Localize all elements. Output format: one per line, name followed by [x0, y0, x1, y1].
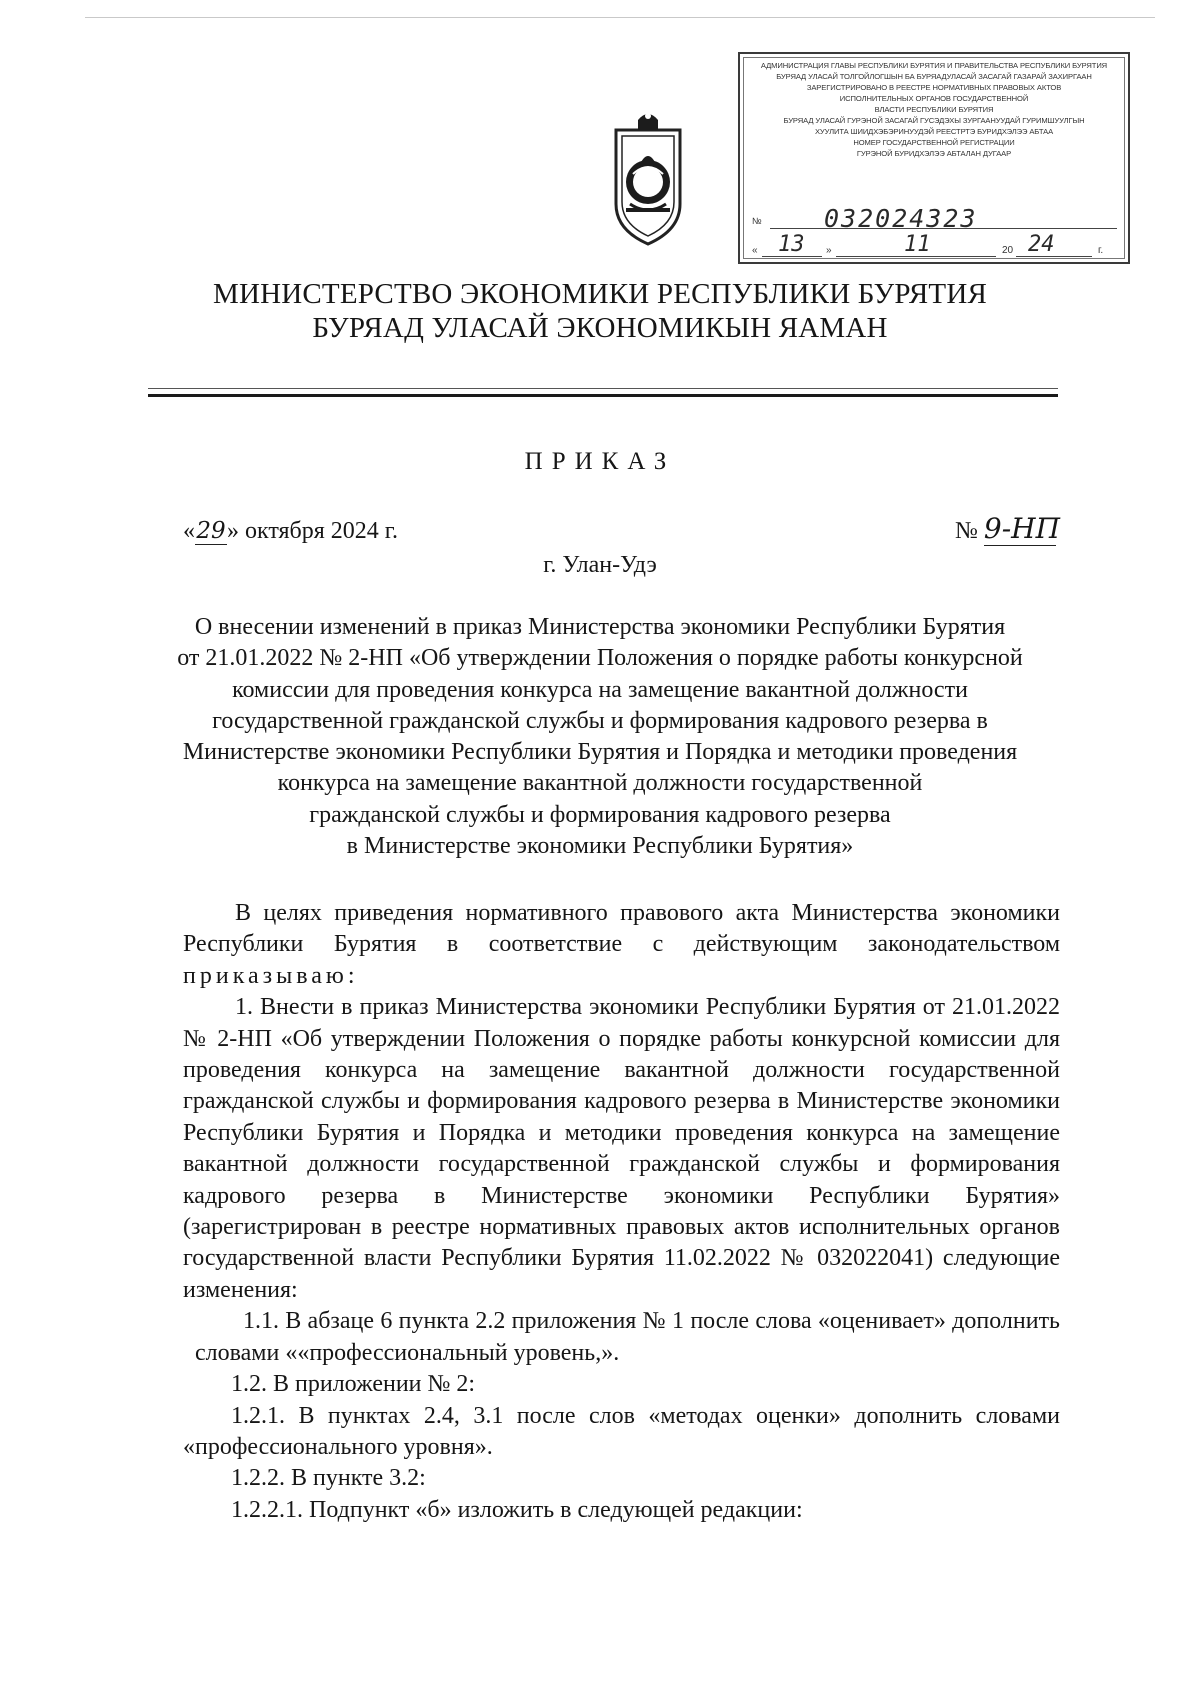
stamp-month: 11 — [904, 232, 931, 257]
item-1-1-line: словами ««профессиональный уровень,». — [195, 1339, 620, 1366]
order-word: приказываю: — [183, 962, 359, 989]
city-line: г. Улан-Удэ — [543, 552, 657, 578]
title-line: гражданской службы и формирования кадрового резерва — [309, 801, 891, 828]
stamp-line: ЗАРЕГИСТРИРОВАНО В РЕЕСТРЕ НОРМАТИВНЫХ ПРАВОВЫХ АКТОВ — [806, 83, 1062, 92]
stamp-line: БУРЯАД УЛАСАЙ ТОЛГОЙЛОГШЫН БА БУРЯАДУЛАСАЙ ЗАСАГАЙ ГАЗАРАЙ ЗАХИРГААН — [776, 72, 1092, 81]
stamp-line: ХУУЛИТА ШИИДХЭБЭРИНУУДЭЙ РЕЕСТРТЭ БУРИДХЭЛЭЭ АБТАА — [814, 127, 1054, 136]
date-day-handwritten: 29 — [196, 518, 226, 544]
item-1-2-2: 1.2.2. В пункте 3.2: — [231, 1465, 426, 1492]
date-open-quote: « — [183, 518, 195, 544]
item-1-2-1-line: 1.2.1. В пунктах 2.4, 3.1 после слов «методах оценки» дополнить словами — [231, 1402, 1060, 1429]
item-1-line: № 2-НП «Об утверждении Положения о порядке работы конкурсной комиссии для — [183, 1025, 1060, 1052]
org-name-russian: МИНИСТЕРСТВО ЭКОНОМИКИ РЕСПУБЛИКИ БУРЯТИЯ — [212, 278, 988, 310]
item-1-2: 1.2. В приложении № 2: — [231, 1371, 476, 1398]
order-body — [183, 898, 1060, 1526]
stamp-day: 13 — [778, 232, 805, 257]
item-1-line: изменения: — [183, 1276, 298, 1303]
title-line: конкурса на замещение вакантной должности государственной — [277, 770, 923, 797]
stamp-number-row — [752, 204, 1117, 233]
order-title — [140, 612, 1060, 862]
number-handwritten: 9-НП — [983, 512, 1061, 545]
stamp-registration-number: 032024323 — [824, 204, 978, 233]
org-name-buryat: БУРЯАД УЛАСАЙ ЭКОНОМИКЫН ЯАМАН — [312, 312, 888, 344]
item-1-line: 1. Внести в приказ Министерства экономики Республики Бурятия от 21.01.2022 — [235, 994, 1060, 1021]
stamp-line: АДМИНИСТРАЦИЯ ГЛАВЫ РЕСПУБЛИКИ БУРЯТИЯ И ПРАВИТЕЛЬСТВА РЕСПУБЛИКИ БУРЯТИЯ — [760, 61, 1108, 70]
registration-stamp — [738, 52, 1130, 264]
item-1-line: проведения конкурса на замещение вакантной должности государственной — [183, 1057, 1060, 1084]
title-line: О внесении изменений в приказ Министерства экономики Республики Бурятия — [194, 614, 1006, 640]
stamp-open-quote: « — [752, 245, 758, 256]
item-1-2-1-line: «профессионального уровня». — [183, 1433, 493, 1460]
stamp-number-prefix: № — [752, 216, 762, 226]
preamble-line: Республики Бурятия в соответствие с действующим законодательством — [183, 931, 1060, 958]
stamp-close-quote: » — [826, 245, 832, 256]
stamp-year-prefix: 20 — [1002, 245, 1014, 256]
item-1-line: гражданской службы и формирования кадрового резерва в Министерстве экономики — [183, 1088, 1060, 1115]
item-1-2-2-1: 1.2.2.1. Подпункт «б» изложить в следующей редакции: — [231, 1496, 803, 1523]
document-type-heading: ПРИКАЗ — [524, 448, 676, 475]
stamp-year: 24 — [1028, 232, 1055, 257]
number-label: № — [955, 518, 978, 544]
stamp-line: НОМЕР ГОСУДАРСТВЕННОЙ РЕГИСТРАЦИИ — [853, 138, 1015, 147]
stamp-line: БУРЯАД УЛАСАЙ ГУРЭНОЙ ЗАСАГАЙ ГУСЭДЭХЫ ЗУРГААНУУДАЙ ГУРИМШУУЛГЫН — [783, 116, 1085, 125]
header-rule-thick — [148, 394, 1058, 397]
order-date — [183, 518, 398, 545]
date-month-year: » октября 2024 г. — [227, 518, 398, 544]
stamp-line: ГУРЭНОЙ БУРИДХЭЛЭЭ АБТАЛАН ДУГААР — [856, 149, 1012, 158]
preamble-line: В целях приведения нормативного правового акта Министерства экономики — [235, 900, 1060, 926]
stamp-date-row — [752, 232, 1117, 258]
order-number — [955, 512, 1061, 546]
item-1-line: государственной власти Республики Бурятия 11.02.2022 № 032022041) следующие — [183, 1245, 1060, 1272]
item-1-line: (зарегистрирован в реестре нормативных правовых актов исполнительных органов — [183, 1214, 1060, 1241]
coat-of-arms-emblem — [610, 108, 686, 248]
item-1-line: кадрового резерва в Министерстве экономики Республики Бурятия» — [183, 1182, 1060, 1209]
item-1-1-line: 1.1. В абзаце 6 пункта 2.2 приложения № 1 после слова «оценивает» дополнить — [243, 1308, 1060, 1335]
stamp-line: ВЛАСТИ РЕСПУБЛИКИ БУРЯТИЯ — [874, 105, 994, 114]
title-line: от 21.01.2022 № 2-НП «Об утверждении Положения о порядке работы конкурсной — [177, 645, 1023, 672]
item-1-line: вакантной должности государственной гражданской службы и формирования — [183, 1151, 1060, 1178]
item-1-line: Республики Бурятия и Порядка и методики проведения конкурса на замещение — [183, 1119, 1060, 1146]
title-line: комиссии для проведения конкурса на замещение вакантной должности — [232, 676, 968, 703]
title-line: государственной гражданской службы и формирования кадрового резерва в — [212, 707, 988, 734]
title-line: Министерстве экономики Республики Бурятия и Порядка и методики проведения — [182, 739, 1018, 766]
scan-edge — [85, 17, 1155, 18]
title-line: в Министерстве экономики Республики Бурятия» — [346, 833, 854, 860]
header-rule-thin — [148, 388, 1058, 389]
stamp-line: ИСПОЛНИТЕЛЬНЫХ ОРГАНОВ ГОСУДАРСТВЕННОЙ — [839, 94, 1029, 103]
stamp-year-suffix: г. — [1098, 245, 1104, 256]
